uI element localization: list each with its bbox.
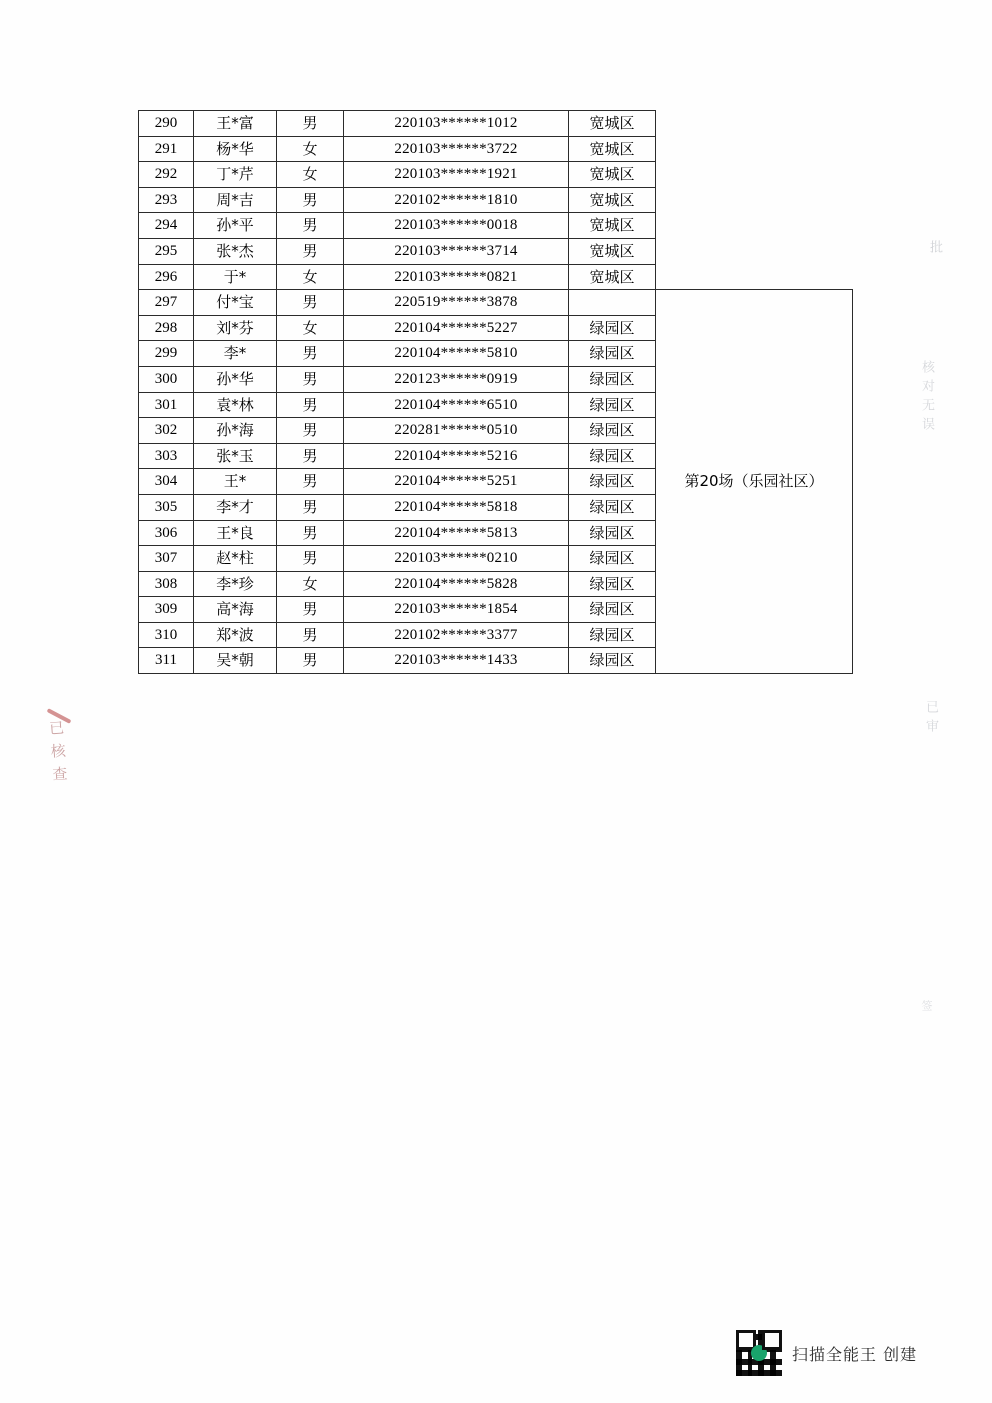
cell-index: 308	[139, 571, 194, 597]
cell-area: 绿园区	[569, 622, 656, 648]
cell-sex: 男	[277, 187, 344, 213]
scanner-watermark	[736, 1330, 917, 1376]
cell-group-label: 第20场（乐园社区）	[656, 290, 853, 674]
cell-id: 220104******5227	[344, 315, 569, 341]
cell-index: 310	[139, 622, 194, 648]
cell-sex: 男	[277, 597, 344, 623]
cell-name: 周*吉	[194, 187, 277, 213]
cell-name: 孙*华	[194, 366, 277, 392]
cell-sex: 男	[277, 418, 344, 444]
cell-sex: 男	[277, 290, 344, 316]
cell-index: 297	[139, 290, 194, 316]
cell-id: 220103******1921	[344, 162, 569, 188]
cell-index: 299	[139, 341, 194, 367]
cell-id: 220103******1012	[344, 111, 569, 137]
cell-sex: 男	[277, 341, 344, 367]
cell-area: 绿园区	[569, 392, 656, 418]
table-row	[139, 238, 853, 264]
cell-name: 张*杰	[194, 238, 277, 264]
cell-sex: 女	[277, 315, 344, 341]
cell-index: 311	[139, 648, 194, 674]
cell-index: 298	[139, 315, 194, 341]
cell-id: 220103******0210	[344, 546, 569, 572]
cell-sex: 男	[277, 469, 344, 495]
table-row	[139, 162, 853, 188]
cell-area: 绿园区	[569, 520, 656, 546]
cell-area: 宽城区	[569, 238, 656, 264]
cell-area: 宽城区	[569, 264, 656, 290]
cell-name: 郑*波	[194, 622, 277, 648]
cell-sex: 女	[277, 162, 344, 188]
table-row	[139, 136, 853, 162]
cell-name: 袁*林	[194, 392, 277, 418]
margin-annotation-right-2: 核对无误	[919, 360, 934, 436]
cell-id: 220104******5216	[344, 443, 569, 469]
cell-sex: 男	[277, 520, 344, 546]
cell-index: 290	[139, 111, 194, 137]
margin-annotation-right-4: 签	[920, 1000, 933, 1017]
margin-annotation-right-1: 批	[927, 240, 942, 259]
cell-index: 304	[139, 469, 194, 495]
roster-table	[138, 110, 853, 674]
cell-name: 吴*朝	[194, 648, 277, 674]
cell-sex: 男	[277, 546, 344, 572]
cell-area	[569, 290, 656, 316]
cell-name: 张*玉	[194, 443, 277, 469]
cell-name: 王*富	[194, 111, 277, 137]
cell-sex: 男	[277, 111, 344, 137]
cell-sex: 女	[277, 264, 344, 290]
cell-area: 绿园区	[569, 469, 656, 495]
cell-area: 宽城区	[569, 162, 656, 188]
watermark-label: 扫描全能王 创建	[792, 1344, 918, 1364]
table-row	[139, 264, 853, 290]
cell-index: 303	[139, 443, 194, 469]
cell-sex: 男	[277, 443, 344, 469]
cell-name: 杨*华	[194, 136, 277, 162]
cell-id: 220103******3714	[344, 238, 569, 264]
cell-area: 绿园区	[569, 648, 656, 674]
cell-area: 绿园区	[569, 366, 656, 392]
cell-area: 绿园区	[569, 418, 656, 444]
cell-index: 302	[139, 418, 194, 444]
cell-index: 306	[139, 520, 194, 546]
cell-id: 220103******0821	[344, 264, 569, 290]
cell-index: 309	[139, 597, 194, 623]
cell-area: 宽城区	[569, 213, 656, 239]
cell-sex: 女	[277, 571, 344, 597]
cell-area: 宽城区	[569, 111, 656, 137]
cell-index: 293	[139, 187, 194, 213]
cell-sex: 男	[277, 238, 344, 264]
qr-center-dot	[751, 1345, 767, 1361]
cell-id: 220104******5813	[344, 520, 569, 546]
cell-id: 220104******5251	[344, 469, 569, 495]
table-row	[139, 187, 853, 213]
cell-index: 295	[139, 238, 194, 264]
cell-index: 296	[139, 264, 194, 290]
margin-annotation-left: 已核查	[46, 719, 70, 790]
cell-sex: 男	[277, 494, 344, 520]
cell-sex: 男	[277, 392, 344, 418]
cell-area: 绿园区	[569, 443, 656, 469]
cell-name: 赵*柱	[194, 546, 277, 572]
cell-index: 307	[139, 546, 194, 572]
cell-id: 220102******1810	[344, 187, 569, 213]
cell-name: 孙*平	[194, 213, 277, 239]
cell-name: 王*	[194, 469, 277, 495]
cell-area: 宽城区	[569, 136, 656, 162]
cell-name: 李*珍	[194, 571, 277, 597]
cell-area: 绿园区	[569, 571, 656, 597]
margin-annotation-right-3: 已审	[923, 700, 938, 738]
cell-id: 220281******0510	[344, 418, 569, 444]
qr-code-icon	[736, 1330, 782, 1376]
roster-table-body	[139, 111, 853, 674]
cell-area: 宽城区	[569, 187, 656, 213]
cell-name: 孙*海	[194, 418, 277, 444]
cell-id: 220103******1854	[344, 597, 569, 623]
cell-sex: 男	[277, 366, 344, 392]
cell-id: 220104******5818	[344, 494, 569, 520]
cell-area: 绿园区	[569, 546, 656, 572]
cell-area: 绿园区	[569, 494, 656, 520]
cell-name: 于*	[194, 264, 277, 290]
cell-id: 220123******0919	[344, 366, 569, 392]
cell-id: 220104******5810	[344, 341, 569, 367]
cell-index: 294	[139, 213, 194, 239]
roster-table-container	[138, 110, 853, 674]
cell-name: 刘*芬	[194, 315, 277, 341]
cell-sex: 男	[277, 648, 344, 674]
cell-area: 绿园区	[569, 341, 656, 367]
cell-index: 291	[139, 136, 194, 162]
cell-id: 220103******0018	[344, 213, 569, 239]
cell-sex: 男	[277, 622, 344, 648]
cell-name: 付*宝	[194, 290, 277, 316]
cell-name: 李*	[194, 341, 277, 367]
cell-id: 220103******3722	[344, 136, 569, 162]
cell-index: 292	[139, 162, 194, 188]
table-row	[139, 290, 853, 316]
cell-area: 绿园区	[569, 315, 656, 341]
cell-id: 220103******1433	[344, 648, 569, 674]
table-row	[139, 111, 853, 137]
cell-name: 李*才	[194, 494, 277, 520]
table-row	[139, 213, 853, 239]
cell-id: 220104******5828	[344, 571, 569, 597]
cell-name: 丁*芹	[194, 162, 277, 188]
cell-index: 300	[139, 366, 194, 392]
cell-id: 220519******3878	[344, 290, 569, 316]
cell-sex: 女	[277, 136, 344, 162]
cell-name: 王*良	[194, 520, 277, 546]
cell-id: 220104******6510	[344, 392, 569, 418]
cell-id: 220102******3377	[344, 622, 569, 648]
cell-sex: 男	[277, 213, 344, 239]
cell-area: 绿园区	[569, 597, 656, 623]
cell-index: 305	[139, 494, 194, 520]
cell-name: 高*海	[194, 597, 277, 623]
cell-index: 301	[139, 392, 194, 418]
